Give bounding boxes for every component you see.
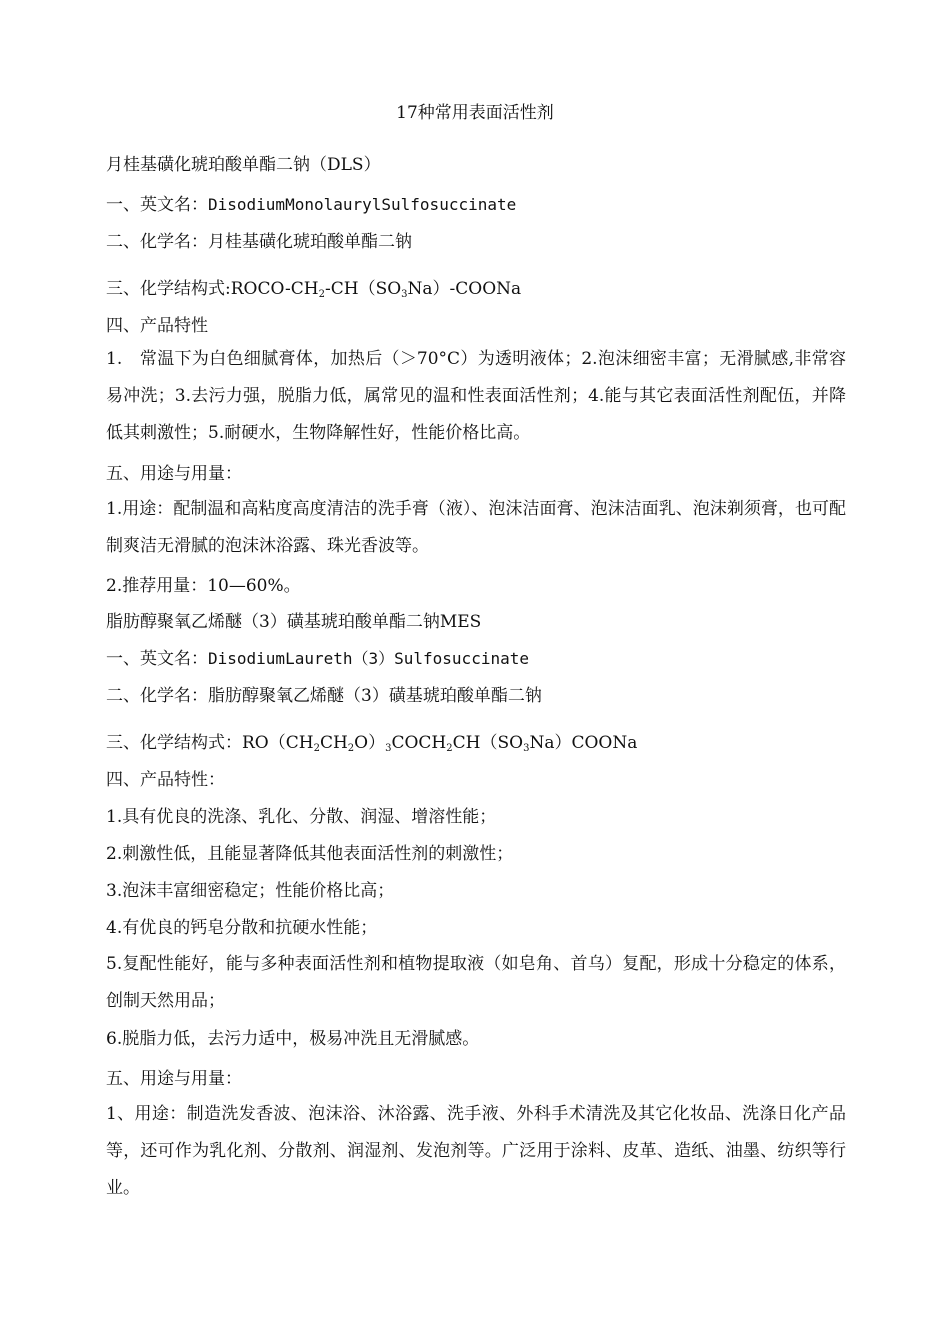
section1-dosage-text: 2.推荐用量：10—60%。 xyxy=(106,576,301,596)
section2-properties-heading: 四、产品特性： xyxy=(106,770,225,790)
formula-part: ROCO-CH xyxy=(230,279,319,299)
formula-subscript: 2 xyxy=(347,743,355,754)
section1-properties-heading: 四、产品特性 xyxy=(106,316,208,336)
section2-property-item: 2.刺激性低，且能显著降低其他表面活性剂的刺激性； xyxy=(106,844,514,864)
section2-property-item: 6.脱脂力低，去污力适中，极易冲洗且无滑腻感。 xyxy=(106,1029,480,1049)
section1-chemical-name: 二、化学名：月桂基磺化琥珀酸单酯二钠 xyxy=(106,232,412,252)
formula-subscript: 3 xyxy=(385,743,392,754)
section2-chemical-name: 二、化学名：脂肪醇聚氧乙烯醚（3）磺基琥珀酸单酯二钠 xyxy=(106,686,542,706)
english-name-value: DisodiumLaureth（3）Sulfosuccinate xyxy=(208,649,529,668)
formula-subscript: 3 xyxy=(401,289,408,300)
formula-subscript: 2 xyxy=(318,289,325,300)
formula-part: O） xyxy=(354,733,386,753)
formula-label: 三、化学结构式： xyxy=(106,733,242,753)
formula-part: RO（CH xyxy=(242,733,314,753)
section1-formula xyxy=(106,277,846,301)
english-name-value: DisodiumMonolaurylSulfosuccinate xyxy=(208,195,517,214)
section2-formula xyxy=(106,731,846,755)
section2-heading: 脂肪醇聚氧乙烯醚（3）磺基琥珀酸单酯二钠MES xyxy=(106,612,482,632)
section1-english-name xyxy=(106,193,846,217)
formula-part: CH（SO xyxy=(452,733,524,753)
formula-subscript: 3 xyxy=(523,743,530,754)
section2-property-item: 1.具有优良的洗涤、乳化、分散、润湿、增溶性能； xyxy=(106,807,497,827)
section2-english-name xyxy=(106,647,846,671)
formula-part: COCH xyxy=(391,733,447,753)
section2-property-item: 4.有优良的钙皂分散和抗硬水性能； xyxy=(106,918,378,938)
section1-usage-heading: 五、用途与用量： xyxy=(106,464,242,484)
formula-label: 三、化学结构式: xyxy=(106,279,231,299)
section2-usage-text: 1、用途：制造洗发香波、泡沫浴、沐浴露、洗手液、外科手术清洗及其它化妆品、洗涤日化产品等，还可作为乳化剂、分散剂、润湿剂、发泡剂等。广泛用于涂料、皮革、造纸、油墨、纺织等行业。 xyxy=(106,1104,846,1198)
formula-part: -CH（SO xyxy=(325,279,402,299)
formula-part: Na）-COONa xyxy=(407,279,522,299)
english-name-label: 一、英文名： xyxy=(106,195,208,215)
formula-subscript: 2 xyxy=(446,743,453,754)
section1-heading: 月桂基磺化琥珀酸单酯二钠（DLS） xyxy=(106,155,381,175)
formula-subscript: 2 xyxy=(313,743,320,754)
section1-usage-text: 1.用途：配制温和高粘度高度清洁的洗手膏（液）、泡沫洁面膏、泡沫洁面乳、泡沫剃须膏，也可配制爽洁无滑腻的泡沫沐浴露、珠光香波等。 xyxy=(106,499,846,556)
document-title: 17种常用表面活性剂 xyxy=(396,103,554,123)
section1-properties-text: 1. 常温下为白色细腻膏体，加热后（＞70°C）为透明液体；2.泡沫细密丰富；无滑腻感,非常容易冲洗；3.去污力强，脱脂力低，属常见的温和性表面活性剂；4.能与其它表面活性剂配伍，并降低其刺激性；5.耐硬水，生物降解性好，性能价格比高。 xyxy=(106,349,846,443)
formula-part: Na）COONa xyxy=(529,733,638,753)
english-name-label: 一、英文名： xyxy=(106,649,208,669)
section2-usage-heading: 五、用途与用量： xyxy=(106,1069,242,1089)
section2-property-item: 3.泡沫丰富细密稳定；性能价格比高； xyxy=(106,881,395,901)
section2-property-item: 5.复配性能好，能与多种表面活性剂和植物提取液（如皂角、首乌）复配，形成十分稳定的体系，创制天然用品； xyxy=(106,954,846,1011)
formula-part: CH xyxy=(319,733,348,753)
